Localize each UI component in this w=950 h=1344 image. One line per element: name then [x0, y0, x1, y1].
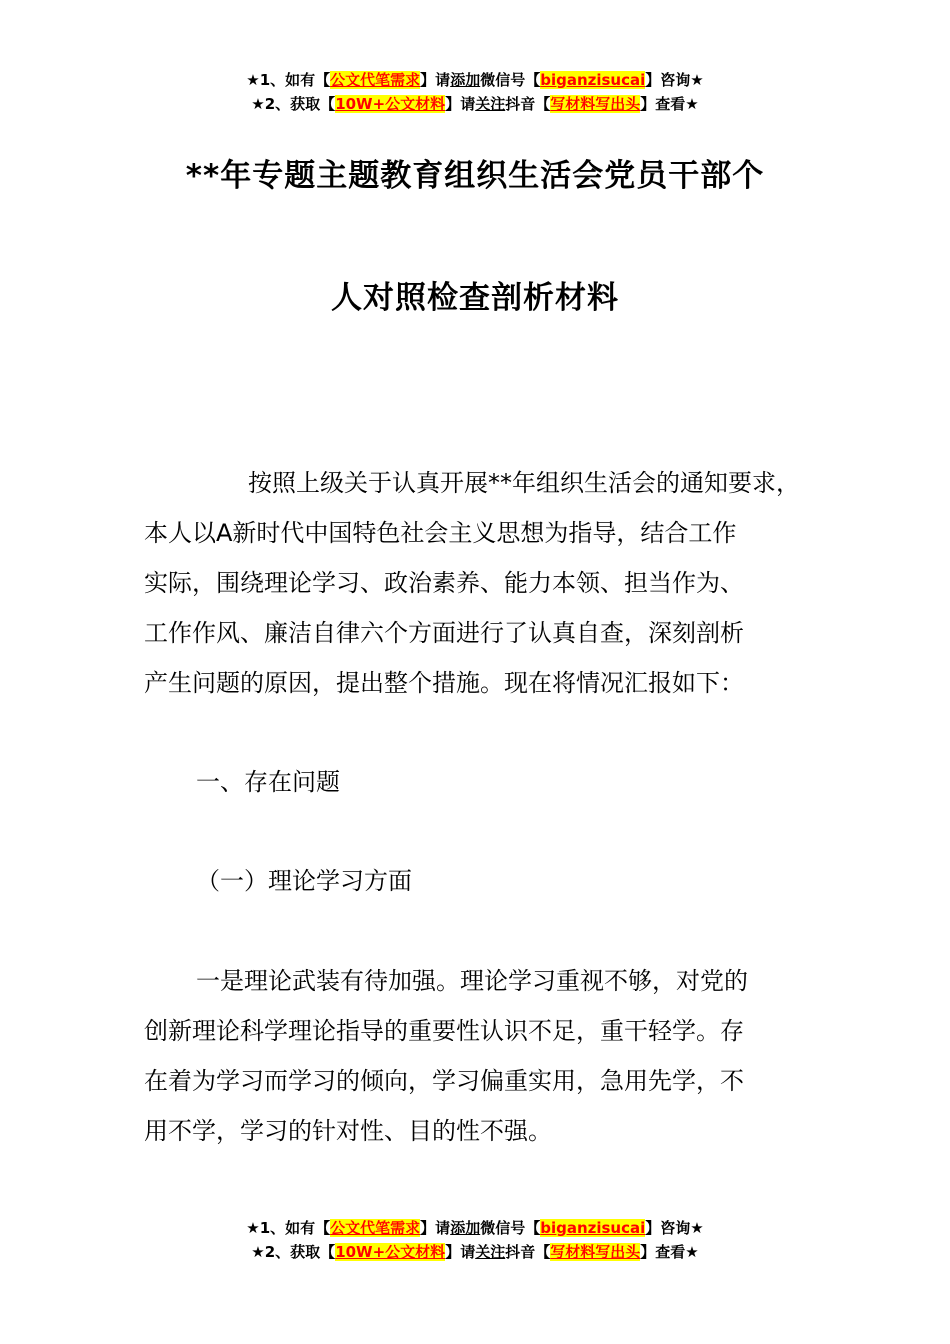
banner-highlight-wechat-id: biganzisucai: [540, 71, 646, 89]
header-banner: [0, 68, 950, 116]
paragraph-line: 一是理论武装有待加强。理论学习重视不够，对党的: [196, 967, 748, 995]
banner-underlined-text: 添加: [450, 1219, 481, 1237]
paragraph-line: 在着为学习而学习的倾向，学习偏重实用，急用先学，不: [144, 1067, 744, 1095]
banner-line-1: [0, 1216, 950, 1240]
banner-highlight-materials: 10W+公文材料: [335, 1243, 446, 1261]
document-title-line-2: 人对照检查剖析材料: [331, 280, 619, 316]
document-title-line-1: **年专题主题教育组织生活会党员干部个: [185, 158, 765, 194]
banner-text: 抖音【: [505, 1243, 551, 1261]
banner-text: 】咨询★: [645, 71, 704, 89]
paragraph-line: 创新理论科学理论指导的重要性认识不足，重干轻学。存: [144, 1017, 744, 1045]
paragraph-line: 实际，围绕理论学习、政治素养、能力本领、担当作为、: [144, 569, 744, 597]
banner-highlight-douyin: 写材料写出头: [550, 95, 641, 113]
banner-text: ★2、获取【: [251, 95, 336, 113]
banner-highlight-wechat-id: biganzisucai: [540, 1219, 646, 1237]
banner-highlight-materials: 10W+公文材料: [335, 95, 446, 113]
section-heading: 一、存在问题: [196, 768, 340, 796]
banner-highlight-douyin: 写材料写出头: [550, 1243, 641, 1261]
body-paragraph: [144, 956, 808, 1156]
banner-text: ★1、如有【: [246, 1219, 331, 1237]
banner-underlined-text: 关注: [475, 1243, 506, 1261]
paragraph-line: 本人以A新时代中国特色社会主义思想为指导，结合工作: [144, 519, 737, 547]
banner-text: ★2、获取【: [251, 1243, 336, 1261]
banner-text: 微信号【: [480, 71, 541, 89]
banner-text: 】请: [420, 1219, 451, 1237]
banner-line-2: [0, 92, 950, 116]
banner-highlight-service: 公文代笔需求: [330, 71, 421, 89]
banner-text: 】请: [445, 1243, 476, 1261]
banner-underlined-text: 添加: [450, 71, 481, 89]
banner-text: 】请: [445, 95, 476, 113]
banner-highlight-service: 公文代笔需求: [330, 1219, 421, 1237]
paragraph-line: 用不学，学习的针对性、目的性不强。: [144, 1117, 552, 1145]
banner-underlined-text: 关注: [475, 95, 506, 113]
banner-text: 】查看★: [640, 1243, 699, 1261]
banner-line-1: [0, 68, 950, 92]
banner-text: 微信号【: [480, 1219, 541, 1237]
subsection-heading: （一）理论学习方面: [196, 867, 412, 895]
paragraph-line: 按照上级关于认真开展**年组织生活会的通知要求，: [248, 469, 800, 497]
banner-text: ★1、如有【: [246, 71, 331, 89]
footer-banner: [0, 1216, 950, 1264]
banner-text: 】请: [420, 71, 451, 89]
banner-text: 】查看★: [640, 95, 699, 113]
intro-paragraph: [144, 458, 808, 708]
banner-text: 】咨询★: [645, 1219, 704, 1237]
paragraph-line: 工作作风、廉洁自律六个方面进行了认真自查，深刻剖析: [144, 619, 744, 647]
paragraph-line: 产生问题的原因，提出整个措施。现在将情况汇报如下：: [144, 669, 744, 697]
banner-text: 抖音【: [505, 95, 551, 113]
banner-line-2: [0, 1240, 950, 1264]
